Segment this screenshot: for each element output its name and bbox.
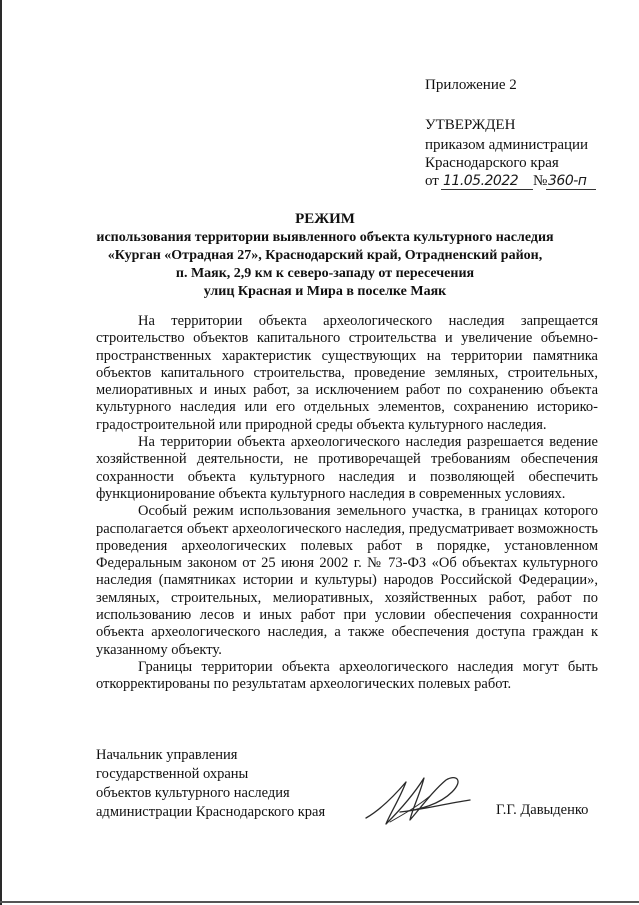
document-title: [90, 210, 560, 301]
approval-block: [425, 116, 588, 192]
title-line-3: п. Маяк, 2,9 км к северо-западу от пересечения: [175, 266, 475, 281]
paragraph-2: На территории объекта археологического наследия разрешается ведение хозяйственной деятельности, не противоречащей требованиям обеспечения сохранности объекта культурного наследия и позволяющей обеспечить функционирование объекта культурного наследия в современных условиях.: [96, 434, 598, 502]
paragraph-3: Особый режим использования земельного участка, в границах которого располагается объект археологического наследия, предусматривает возможность проведения археологических полевых работ в порядке, установленном Федеральным законом от 25 июня 2002 г. № 73-ФЗ «Об объектах культурного наследия (памятниках истории и культуры) народов Российской Федерации», земляных, строительных, мелиоративных, хозяйственных работ, работ по использованию лесов и иных работ при условии обеспечения сохранности объекта археологического наследия, а также обеспечения доступа граждан к указанному объекту.: [96, 503, 598, 658]
signatory-line-2: государственной охраны: [96, 766, 249, 782]
title-line-1: использования территории выявленного объекта культурного наследия: [96, 230, 554, 245]
appendix-label: Приложение 2: [425, 77, 517, 93]
order-number-underline: [546, 189, 596, 190]
order-prefix: от: [425, 173, 439, 189]
paragraph-1: На территории объекта археологического наследия запрещается строительство объектов капитального строительства и увеличение объемно-пространственных характеристик существующих на территории памятника объектов капитального строительства, проведение земляных, строительных, мелиоративных и иных работ, за исключением работ по сохранению объекта культурного наследия или его отдельных элементов, сохранению историко-градостроительной или природной среды объекта культурного наследия.: [96, 313, 598, 433]
approved-line-2: Краснодарского края: [425, 155, 559, 171]
document-body: [96, 313, 598, 694]
scan-bottom-edge: [0, 901, 639, 903]
scan-left-edge: [0, 0, 2, 905]
order-date-handwritten: 11.05.2022: [443, 173, 519, 189]
signatory-line-1: Начальник управления: [96, 747, 238, 763]
order-number-sign: №: [533, 173, 548, 189]
title-line-4: улиц Красная и Мира в поселке Маяк: [203, 284, 447, 299]
approved-title: УТВЕРЖДЕН: [425, 117, 516, 133]
signatory-line-3: объектов культурного наследия: [96, 785, 290, 801]
title-main: РЕЖИМ: [295, 211, 355, 227]
signatory-name: Г.Г. Давыденко: [496, 802, 589, 818]
signatory-line-4: администрации Краснодарского края: [96, 804, 326, 820]
order-date-underline: [441, 189, 533, 190]
signatory-position: [96, 746, 325, 822]
order-number-handwritten: 360-п: [548, 173, 587, 189]
title-line-2: «Курган «Отрадная 27», Краснодарский край, Отрадненский район,: [107, 248, 543, 263]
handwritten-signature: [360, 770, 480, 830]
paragraph-4: Границы территории объекта археологического наследия могут быть откорректированы по результатам археологических полевых работ.: [96, 658, 598, 693]
order-reference: [425, 172, 588, 192]
approved-line-1: приказом администрации: [425, 137, 589, 153]
